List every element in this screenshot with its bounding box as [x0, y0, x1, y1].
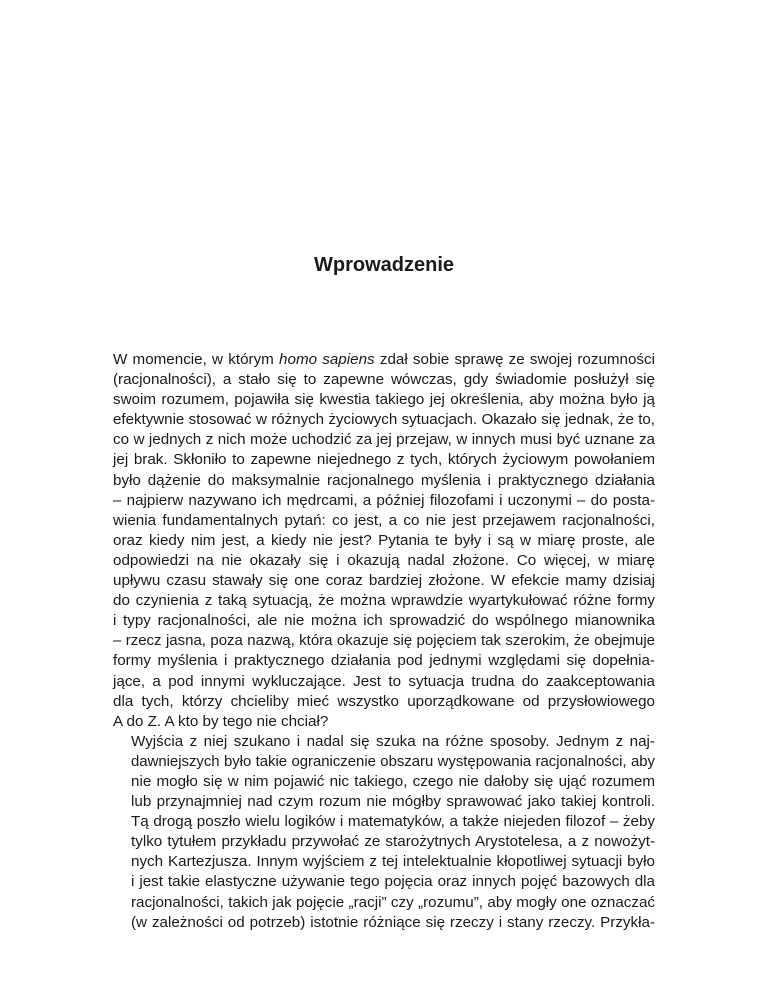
italic-term: homo sapiens — [279, 351, 375, 368]
chapter-title: Wprowadzenie — [313, 254, 454, 276]
text-line: – rzecz jasna, poza nazwą, która okazuje się pojęciem tak szerokim, że obejmuje — [113, 632, 655, 650]
text-line: upływu czasu stawały się one coraz bardziej złożone. W efekcie mamy dzisiaj — [113, 572, 655, 590]
text-line: nie mogło się w nim pojawić nic takiego, czego nie dałoby się ująć rozumem — [131, 772, 655, 790]
text-line: – najpierw nazywano ich mędrcami, a później filozofami i uczonymi – do posta- — [113, 491, 655, 509]
text-line: Wyjścia z niej szukano i nadal się szuka na różne sposoby. Jednym z naj- — [131, 732, 655, 750]
text-line: A do Z. A kto by tego nie chciał? — [113, 712, 329, 730]
text-line: nych Kartezjusza. Innym wyjściem z tej intelektualnie kłopotliwej sytuacji było — [131, 853, 655, 871]
text-line: lub przynajmniej nad czym rozum nie mógłby sprawować jako takiej kontroli. — [131, 793, 655, 811]
text-line: dawniejszych było takie ograniczenie obszaru występowania racjonalności, aby — [131, 753, 655, 770]
text-line: formy myślenia i praktycznego działania pod jednymi względami się dopełnia- — [113, 652, 655, 670]
text-line: racjonalności, takich jak pojęcie „racji” czy „rozumu”, aby mogły one oznaczać — [131, 893, 655, 911]
paragraph-2 — [113, 732, 655, 933]
text-line: odpowiedzi na nie okazały się i okazują nadal złożone. Co więcej, w miarę — [113, 551, 655, 569]
text-line: efektywnie stosować w różnych życiowych sytuacjach. Okazało się jednak, że to, — [113, 411, 655, 429]
text-line: oraz kiedy nim jest, a kiedy nie jest? Pytania te były i są w miarę proste, ale — [113, 531, 655, 549]
text-line: co w jednych z nich może uchodzić za jej przejaw, w innych musi być uznane za — [113, 431, 655, 449]
text-line: swoim rozumem, pojawiła się kwestia takiego jej określenia, aby można było ją — [113, 391, 655, 409]
text-line: dla tych, którzy chcieliby mieć wszystko uporządkowane od przysłowiowego — [113, 692, 655, 710]
text-line: (w zależności od potrzeb) istotnie różniące się rzeczy i stany rzeczy. Przykła- — [131, 913, 655, 931]
body-text — [113, 350, 655, 933]
text-line: (racjonalności), a stało się to zapewne wówczas, gdy świadomie posłużył się — [113, 371, 655, 389]
text-line: było dążenie do maksymalnie racjonalnego myślenia i praktycznego działania — [113, 471, 655, 489]
text-line: i jest takie elastyczne używanie tego pojęcia oraz innych pojęć bazowych dla — [131, 873, 655, 891]
text-line: wienia fundamentalnych pytań: co jest, a co nie jest przejawem racjonalności, — [113, 511, 655, 529]
text-line: jące, a pod innymi wykluczające. Jest to sytuacja trudna do zaakceptowania — [113, 672, 655, 690]
paragraph-1 — [113, 350, 655, 732]
text-line: Tą drogą poszło wielu logików i matematyków, a także niejeden filozof – żeby — [131, 813, 655, 831]
text-line: do czynienia z taką sytuacją, że można wprawdzie wyartykułować różne formy — [113, 592, 655, 610]
text-line: i typy racjonalności, ale nie można ich sprowadzić do wspólnego mianownika — [113, 612, 655, 630]
text-line: tylko tytułem przykładu przywołać ze starożytnych Arystotelesa, a z nowożyt- — [131, 833, 655, 851]
text-line: jej brak. Skłoniło to zapewne niejednego z tych, których życiowym powołaniem — [113, 451, 655, 469]
text-line: W momencie, w którym homo sapiens zdał sobie sprawę ze swojej rozumności — [113, 351, 655, 368]
